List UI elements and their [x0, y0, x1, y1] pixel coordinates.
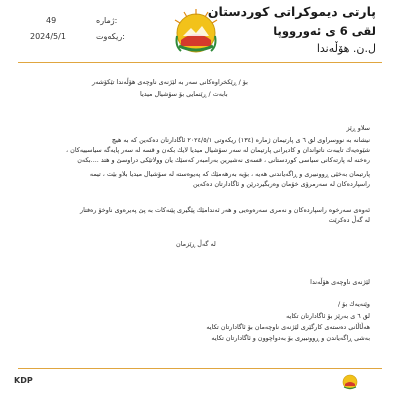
footer-divider	[18, 368, 382, 369]
kdp-small-emblem-icon	[340, 372, 360, 390]
closing: لە گەڵ ڕێزمان	[176, 240, 216, 248]
number-value: 49	[46, 16, 57, 25]
kdp-emblem-icon	[165, 6, 227, 56]
header-divider	[18, 62, 382, 63]
paragraph-line: پارتیمان بەخێی ڕوونبیری و ڕاگەیاندنی هەیە ، بۆیە بەرهەمێك كە پەیوەستە لە سۆشیال میدیا بلاو بێت ، تیمە	[89, 170, 370, 178]
paragraph-line: لە گەڵ دەكرێت	[328, 216, 370, 224]
party-branch: لقی 6 ی ئەورووپا	[273, 24, 376, 38]
date-value: 2024/5/1	[30, 32, 66, 41]
cc-item: لق ٦ ی بەرێز بۆ ئاگادارتان تكایە	[286, 312, 370, 320]
addressee: بۆ / ڕێكخراوەكانی سەر بە لێژنەی ناوچەی هۆڵەندا تێكۆشەر	[92, 78, 248, 86]
greeting: سلاو ڕێز	[346, 124, 370, 132]
paragraph-line: رەخنە لە پارتەكانی سیاسی كوردستانی ، قسەی نەشیرین بەرامبەر كەسێك یان وولاتێكی دراوسێ و هتد ....بکەن	[77, 156, 370, 164]
party-committee: ل.ن. هۆڵەندا	[316, 42, 376, 55]
paragraph-line: ئەوەی سەرخوە راسپاردەكان و نەمری سەرەوەیی و هەر ئەندامێك پێگیری پێنەكات بە پێ پەیرەوی ناوخۆ رەفتار	[80, 206, 370, 214]
footer-abbr: KDP	[14, 376, 33, 385]
paragraph-line: شێوەیەك تایبەت ناتواندان و كادیرانی پارتیمان لە سەر سۆشیال میدیا لایك بكەن و قسە لە سەر پایەگە سیاسییەكان ،	[66, 146, 370, 154]
cc-item: هەڵاڵانی دەستەی كارگێری لێژنەی ناوچەمان بۆ ئاگادارتان تكایە	[206, 323, 370, 331]
subject: بابەت / ڕێنمایی بۆ سۆشیال میدیا	[140, 90, 228, 98]
signatory: لێژنەی ناوچەی هۆڵەندا	[310, 278, 370, 286]
number-label: :ژمارە	[96, 16, 118, 25]
paragraph-line: راسپاردەكان لە سەرمرۆی خۆمان وەربگیردرێن و ئاگادارتان دەكەین	[193, 180, 370, 188]
cc-title: وێنەیەك بۆ /	[338, 300, 370, 308]
party-name: پارتی دیموكراتی كوردستان	[207, 4, 376, 19]
date-label: :ریكەوت	[96, 32, 125, 41]
paragraph-line: نیشانە بە نووسراوی لق ٦ ی پارتیمان ژمارە (١٣٤) ریكەوتی ٢٠٢٤/٥/١ ئاگادارتان دەكەین كە بە هیچ	[111, 136, 370, 144]
cc-item: بەشی ڕاگەیاندن و ڕوونبیری بۆ بەدواچوون و ئاگادارتان تكایە	[211, 334, 370, 342]
